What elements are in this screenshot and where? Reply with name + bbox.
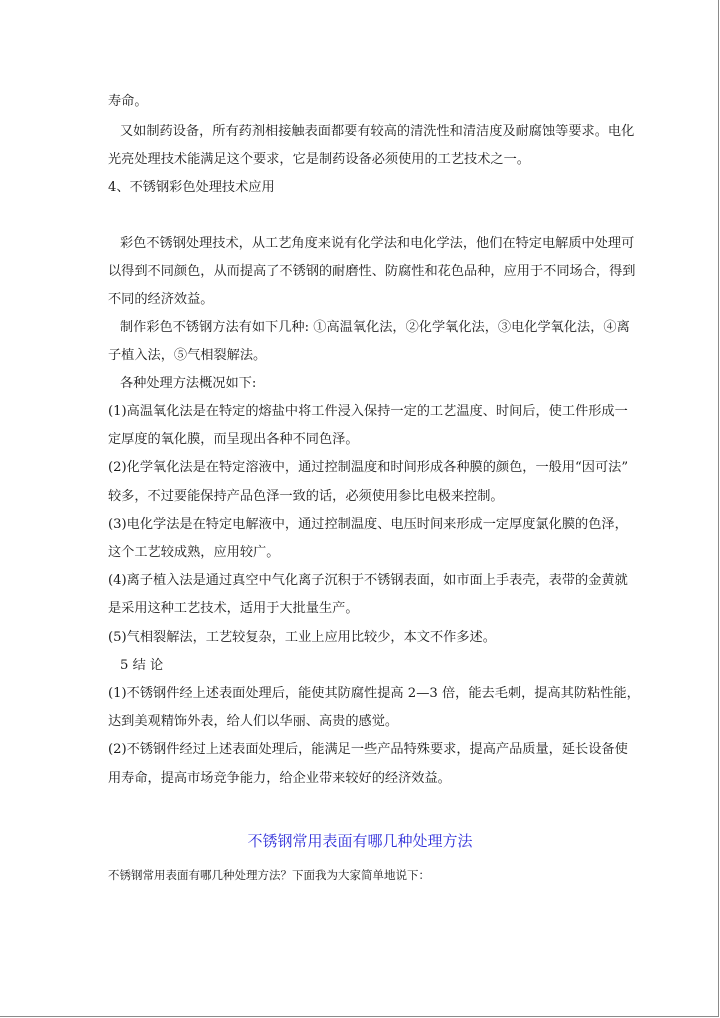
paragraph-line: 各种处理方法概况如下: [120, 376, 257, 391]
section-heading: 4、不锈钢彩色处理技术应用 [108, 180, 275, 195]
paragraph-line: 又如制药设备，所有药剂相接触表面都要有较高的清洗性和清洁度及耐腐蚀等要求。电化 [120, 124, 635, 139]
paragraph-line: (4)离子植入法是通过真空中气化离子沉积于不锈钢表面，如市面上手表壳，表带的金黄就 [108, 573, 628, 588]
paragraph-line: 较多，不过要能保持产品色泽一致的话，必须使用参比电极来控制。 [108, 489, 504, 504]
paragraph-line: 寿命。 [108, 94, 148, 109]
paragraph-line: (1)不锈钢件经上述表面处理后，能使其防腐性提高 2—3 倍，能去毛刺，提高其防粘性能， [108, 686, 640, 701]
paragraph-line: 光亮处理技术能满足这个要求，它是制药设备必须使用的工艺技术之一。 [108, 152, 530, 167]
paragraph-line: (2)化学氧化法是在特定溶液中，通过控制温度和时间形成各种膜的颜色，一般用“因可法” [108, 460, 629, 475]
paragraph-line: (5)气相裂解法，工艺较复杂，工业上应用比较少，本文不作多述。 [108, 630, 496, 645]
paragraph-line: 不同的经济效益。 [108, 292, 214, 307]
paragraph-line: 定厚度的氧化膜，而呈现出各种不同色泽。 [108, 432, 359, 447]
paragraph-line: 彩色不锈钢处理技术，从工艺角度来说有化学法和电化学法，他们在特定电解质中处理可 [120, 236, 635, 251]
paragraph-line: 以得到不同颜色，从而提高了不锈钢的耐磨性、防腐性和花色品种，应用于不同场合，得到 [108, 264, 636, 279]
paragraph-line: 是采用这种工艺技术，适用于大批量生产。 [108, 601, 359, 616]
document-title: 不锈钢常用表面有哪几种处理方法 [247, 832, 473, 850]
paragraph-line: (1)高温氧化法是在特定的熔盐中将工件浸入保持一定的工艺温度、时间后，使工件形成一 [108, 404, 628, 419]
paragraph-line: 制作彩色不锈钢方法有如下几种: ①高温氧化法，②化学氧化法，③电化学氧化法，④离 [120, 320, 630, 335]
section-heading: 5 结 论 [120, 658, 164, 673]
paragraph-line: (2)不锈钢件经过上述表面处理后，能满足一些产品特殊要求，提高产品质量，延长设备使 [108, 742, 628, 757]
paragraph-line: 子植入法，⑤气相裂解法。 [108, 348, 267, 363]
paragraph-line: 用寿命，提高市场竞争能力，给企业带来较好的经济效益。 [108, 771, 451, 786]
intro-text: 不锈钢常用表面有哪几种处理方法？下面我为大家简单地说下： [108, 868, 430, 882]
paragraph-line: 达到美观精饰外表，给人们以华丽、高贵的感觉。 [108, 714, 399, 729]
paragraph-line: (3)电化学法是在特定电解液中，通过控制温度、电压时间来形成一定厚度氯化膜的色泽， [108, 517, 628, 532]
paragraph-line: 这个工艺较成熟，应用较广。 [108, 545, 280, 560]
